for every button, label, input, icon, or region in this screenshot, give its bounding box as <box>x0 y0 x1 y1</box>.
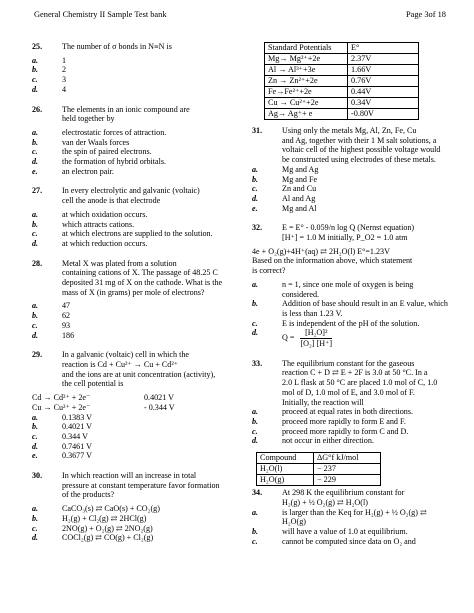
compound-cell: H₂O(g) <box>257 475 314 486</box>
left-column <box>32 42 242 553</box>
option-text <box>282 328 450 348</box>
option-letter: d. <box>32 441 39 451</box>
option-text: 0.7461 V <box>62 441 92 451</box>
answer-option <box>252 436 450 446</box>
question-number: 27. <box>32 186 43 196</box>
option-letter: b. <box>32 311 39 321</box>
question <box>252 223 450 348</box>
question-text-line: Initially, the reaction will <box>282 397 364 407</box>
half-reaction-cell: Ag→ Ag⁺+ e <box>265 109 348 120</box>
answer-option <box>252 319 450 329</box>
option-letter: c. <box>252 536 258 546</box>
answer-option <box>32 533 242 543</box>
potential-cell: 0.76V <box>348 76 419 87</box>
answer-option <box>32 524 242 534</box>
option-text: Mg and Al <box>282 203 317 213</box>
option-text: is larger than the Keq for H₂(g) + ½ O₂(g) ⇄ H₂O(g) <box>282 507 427 527</box>
table-row <box>265 65 419 76</box>
question-text <box>62 105 242 124</box>
option-letter: c. <box>252 318 258 328</box>
potential-cell: 0.34V <box>348 98 419 109</box>
option-letter: a. <box>252 164 259 174</box>
compound-cell: H₂O(l) <box>257 464 314 475</box>
question-text <box>62 259 242 298</box>
question-text-line: mass of X (in grams) per mole of electrons? <box>62 287 205 297</box>
answer-option <box>32 301 242 311</box>
option-letter: b. <box>32 65 39 75</box>
right-column <box>252 42 450 556</box>
free-energy-table <box>256 452 381 486</box>
question-number: 30. <box>32 471 43 481</box>
option-letter: c. <box>32 75 38 85</box>
question-text <box>282 223 450 242</box>
answer-option <box>252 165 450 175</box>
reaction-quotient-fraction <box>300 328 332 348</box>
table-row <box>265 54 419 65</box>
potential-cell: 2.37V <box>348 54 419 65</box>
option-letter: e. <box>32 451 38 461</box>
question-text-line: deposited 31 mg of X on the cathode. What is the <box>62 278 223 288</box>
question-text-line: be constructed using electrodes of these metals. <box>282 155 436 165</box>
table-header: Compound <box>257 453 314 464</box>
half-reaction-equation: Cd → Cd²⁺ + 2e⁻ <box>32 393 91 403</box>
option-text: cannot be computed since data on O₂ and <box>282 536 416 546</box>
option-text: 0.4021 V <box>62 422 92 432</box>
option-text: H₂(g) + Cl₂(g) ⇄ 2HCl(g) <box>62 513 147 523</box>
question-stem <box>252 223 450 242</box>
question <box>252 359 450 446</box>
option-letter: b. <box>32 219 39 229</box>
option-text: which attracts cations. <box>62 219 135 229</box>
question-text-line: The elements in an ionic compound are <box>62 104 190 114</box>
question-text-line: and the ions are at unit concentration (activity), <box>62 369 216 379</box>
question-text-line: The equilibrium constant for the gaseous <box>282 358 415 368</box>
option-text: at which oxidation occurs. <box>62 209 148 219</box>
question <box>32 42 242 95</box>
option-text: Al and Ag <box>282 193 316 203</box>
option-text-label: E is independent of the pH of the solution. <box>282 318 420 328</box>
question-text-line: is correct? <box>252 266 286 276</box>
option-text: van der Waals forces <box>62 137 130 147</box>
answer-option <box>252 184 450 194</box>
standard-potentials-table <box>264 42 419 120</box>
question <box>32 259 242 341</box>
table-header-row <box>257 453 381 464</box>
option-text: 4 <box>62 84 67 94</box>
option-text: electrostatic forces of attraction. <box>62 127 167 137</box>
question-stem <box>32 259 242 298</box>
answer-option <box>32 65 242 75</box>
question-stem <box>32 105 242 124</box>
option-text: Mg and Fe <box>282 174 318 184</box>
option-text: will have a value of 1.0 at equilibrium. <box>282 526 408 536</box>
option-letter: d. <box>32 533 39 543</box>
option-text-label: n = 1, since one mole of oxygen is being considered. <box>282 279 414 299</box>
free-energy-cell: − 229 <box>314 475 381 486</box>
question <box>252 126 450 213</box>
question-text <box>62 186 242 205</box>
answer-option <box>252 280 450 299</box>
option-letter: c. <box>32 431 38 441</box>
question-text <box>282 488 450 507</box>
option-text: the formation of hybrid orbitals. <box>62 157 167 167</box>
question-text-line: mol of D, 1.0 mol of E, and 3.0 mol of F. <box>282 387 415 397</box>
option-letter: c. <box>252 426 258 436</box>
question-stem <box>32 186 242 205</box>
answer-option <box>252 175 450 185</box>
answer-option <box>32 56 242 66</box>
option-text: proceed more rapidly to form C and D. <box>282 426 409 436</box>
question <box>32 105 242 177</box>
question-text-line: In a galvanic (voltaic) cell in which the <box>62 350 189 360</box>
answer-option <box>32 311 242 321</box>
question-text-line: Based on the information above, which statement <box>252 256 413 266</box>
option-text: 0.344 V <box>62 431 88 441</box>
option-text: COCl₂(g) ⇄ CO(g) + Cl₂(g) <box>62 533 154 543</box>
option-letter: a. <box>32 55 39 65</box>
answer-option <box>252 508 450 527</box>
option-letter: d. <box>252 436 259 446</box>
question-text-line: reaction is Cd + Cu²⁺ → Cu + Cd²⁺ <box>62 359 179 369</box>
question <box>32 471 242 543</box>
option-letter: d. <box>32 330 39 340</box>
option-text-label: Q = <box>282 333 295 343</box>
question-number: 31. <box>252 126 263 135</box>
question-text <box>62 350 242 389</box>
question-number: 32. <box>252 223 263 233</box>
answer-option <box>252 204 450 214</box>
option-text: 3 <box>62 75 67 85</box>
option-letter: c. <box>252 184 258 194</box>
table-header: E° <box>348 43 419 54</box>
table-row <box>257 475 381 486</box>
question-text-line: reaction C + D ⇄ E + 2F is 3.0 at 50 °C. In a <box>282 368 428 378</box>
question-text-line: E = E° - 0.059/n log Q (Nernst equation) <box>282 223 415 233</box>
option-text: at which electrons are supplied to the solution. <box>62 229 213 239</box>
question-stem <box>32 471 242 500</box>
question <box>252 488 450 546</box>
option-letter: d. <box>32 84 39 94</box>
answer-option <box>32 321 242 331</box>
answer-option <box>32 422 242 432</box>
half-reaction-cell: Fe→Fe²⁺+2e <box>265 87 348 98</box>
question-number: 29. <box>32 350 43 360</box>
answer-option <box>252 407 450 417</box>
answer-option <box>32 147 242 157</box>
half-reaction-cell: Al → Al³⁺+3e <box>265 65 348 76</box>
option-text-label: Addition of base should result in an E value, which is less than 1.23 V. <box>282 299 448 318</box>
question-number: 28. <box>32 258 43 268</box>
question-text-line: In which reaction will an increase in total <box>62 471 197 481</box>
answer-option <box>32 157 242 167</box>
question-text-line: held together by <box>62 114 115 124</box>
answer-option <box>252 328 450 348</box>
question-text <box>282 126 450 165</box>
option-text: 186 <box>62 330 75 340</box>
answer-option <box>32 210 242 220</box>
question-text-line: the cell potential is <box>62 379 124 389</box>
question-number: 25. <box>32 42 43 51</box>
potential-cell: 0.44V <box>348 87 419 98</box>
option-letter: a. <box>252 279 259 289</box>
option-letter: e. <box>252 203 258 213</box>
question <box>32 186 242 248</box>
option-letter: a. <box>252 407 259 417</box>
answer-option <box>32 85 242 95</box>
half-reaction <box>32 403 242 413</box>
option-letter: b. <box>252 174 259 184</box>
option-letter: c. <box>32 147 38 157</box>
answer-option <box>252 537 450 547</box>
option-letter: b. <box>32 422 39 432</box>
option-text: 47 <box>62 301 71 311</box>
answer-option <box>32 504 242 514</box>
question-stem <box>252 126 450 165</box>
answer-option <box>32 451 242 461</box>
option-text <box>282 280 450 299</box>
option-text: not occur in either direction. <box>282 436 374 446</box>
table-row <box>265 76 419 87</box>
half-reaction-cell: Cu → Cu²⁺+2e <box>265 98 348 109</box>
question-text <box>282 359 450 408</box>
question-stem <box>32 350 242 389</box>
question-text-line: voltaic cell of the highest possible voltage would <box>282 145 441 155</box>
page-header <box>34 10 446 20</box>
answer-option <box>32 220 242 230</box>
answer-option <box>32 413 242 423</box>
table-row <box>265 87 419 98</box>
fraction-numerator: [H₂O]² <box>300 328 332 339</box>
option-letter: c. <box>32 523 38 533</box>
answer-option <box>252 417 450 427</box>
option-text: proceed more rapidly to form E and F. <box>282 416 406 426</box>
option-letter: d. <box>252 193 259 203</box>
option-letter: d. <box>32 157 39 167</box>
option-text: 62 <box>62 311 71 321</box>
answer-option <box>32 167 242 177</box>
half-reaction-potential: 0.4021 V <box>144 393 174 403</box>
answer-option <box>32 442 242 452</box>
option-text: Zn and Cu <box>282 184 317 194</box>
option-letter: e. <box>32 166 38 176</box>
question-stem <box>32 42 242 52</box>
option-text: 0.3677 V <box>62 451 92 461</box>
option-letter: a. <box>32 209 39 219</box>
free-energy-cell: − 237 <box>314 464 381 475</box>
answer-option <box>32 239 242 249</box>
option-letter: d. <box>32 238 39 248</box>
option-letter: b. <box>32 513 39 523</box>
question-text-line: 2.0 L flask at 50 °C are placed 1.0 mol of C, 1.0 <box>282 378 438 388</box>
potential-cell: -0.80V <box>348 109 419 120</box>
option-text: the spin of paired electrons. <box>62 147 152 157</box>
question-text-line: of the products? <box>62 490 115 500</box>
option-text: proceed at equal rates in both directions. <box>282 407 414 417</box>
answer-option <box>252 194 450 204</box>
option-text: 2 <box>62 65 67 75</box>
question-number: 33. <box>252 358 263 368</box>
option-letter: a. <box>252 507 259 517</box>
half-reaction-potential: - 0.344 V <box>144 402 175 412</box>
option-letter: c. <box>32 229 38 239</box>
question-number: 26. <box>32 104 43 114</box>
option-text: 1 <box>62 55 67 65</box>
question-stem <box>252 359 450 408</box>
reaction-equation: 4e + O₂(g)+4H⁺(aq) ⇄ 2H₂O(l) E°=1.23V <box>252 246 390 256</box>
half-reaction <box>32 393 242 403</box>
question-text-line: In every electrolytic and galvanic (voltaic) <box>62 186 200 196</box>
question-text-line: cell the anode is that electrode <box>62 196 161 206</box>
option-letter: b. <box>252 526 259 536</box>
question-number: 34. <box>252 488 263 498</box>
option-text: 2NO(g) + O₂(g) ⇄ 2NO₂(g) <box>62 523 153 533</box>
question-text-line: and Ag, together with their 1 M salt solutions, a <box>282 135 437 145</box>
answer-option <box>32 128 242 138</box>
option-letter: a. <box>32 412 39 422</box>
option-text: 0.1383 V <box>62 412 92 422</box>
potential-cell: 1.66V <box>348 65 419 76</box>
answer-option <box>32 514 242 524</box>
option-letter: b. <box>252 299 259 309</box>
question-text-line: Using only the metals Mg, Al, Zn, Fe, Cu <box>282 126 417 135</box>
answer-option <box>252 299 450 318</box>
option-letter: d. <box>252 328 259 338</box>
answer-option <box>32 75 242 85</box>
table-row <box>265 109 419 120</box>
answer-option <box>252 527 450 537</box>
question <box>32 350 242 461</box>
question-text-line: pressure at constant temperature favor formation <box>62 480 220 490</box>
option-letter: a. <box>32 127 39 137</box>
table-row <box>265 98 419 109</box>
table-header-row <box>265 43 419 54</box>
question-stem <box>252 488 450 507</box>
option-letter: a. <box>32 301 39 311</box>
option-letter: b. <box>252 416 259 426</box>
table-header: Standard Potentials <box>265 43 348 54</box>
option-text: CaCO₃(s) ⇄ CaO(s) + CO₂(g) <box>62 504 160 514</box>
answer-option <box>252 427 450 437</box>
option-text: 93 <box>62 320 71 330</box>
option-text: at which reduction occurs. <box>62 238 148 248</box>
option-text <box>282 319 450 329</box>
half-reaction-cell: Mg→ Mg²⁺+2e <box>265 54 348 65</box>
question-text-line: H₂(g) + ½ O₂(g) ⇄ H₂O(l) <box>282 497 368 507</box>
option-text <box>282 299 450 318</box>
answer-option <box>32 138 242 148</box>
option-text: an electron pair. <box>62 166 114 176</box>
header-title: General Chemistry II Sample Test bank <box>34 10 167 19</box>
question-text <box>62 471 242 500</box>
question-text-line: containing cations of X. The passage of 48.25 C <box>62 268 218 278</box>
option-text: Mg and Ag <box>282 164 319 174</box>
answer-option <box>32 331 242 341</box>
table-header: ΔG°f kJ/mol <box>314 453 381 464</box>
question-text-line: [H⁺] = 1.0 M initially, P_O2 = 1.0 atm <box>282 233 408 243</box>
question-text-line: At 298 K the equilibrium constant for <box>282 488 405 498</box>
fraction-denominator: [O₂] [H⁺] <box>300 339 333 349</box>
option-letter: a. <box>32 504 39 514</box>
page-number: Page 3of 18 <box>405 10 446 19</box>
table-row <box>257 464 381 475</box>
answer-option <box>32 432 242 442</box>
option-letter: b. <box>32 137 39 147</box>
question-text-line: Metal X was plated from a solution <box>62 258 177 268</box>
half-reaction-equation: Cu → Cu²⁺ + 2e⁻ <box>32 402 91 412</box>
question-text-line: The number of σ bonds in N≡N is <box>62 42 172 51</box>
half-reaction-cell: Zn → Zn²⁺+2e <box>265 76 348 87</box>
question-text <box>62 42 242 52</box>
option-letter: c. <box>32 320 38 330</box>
answer-option <box>32 229 242 239</box>
